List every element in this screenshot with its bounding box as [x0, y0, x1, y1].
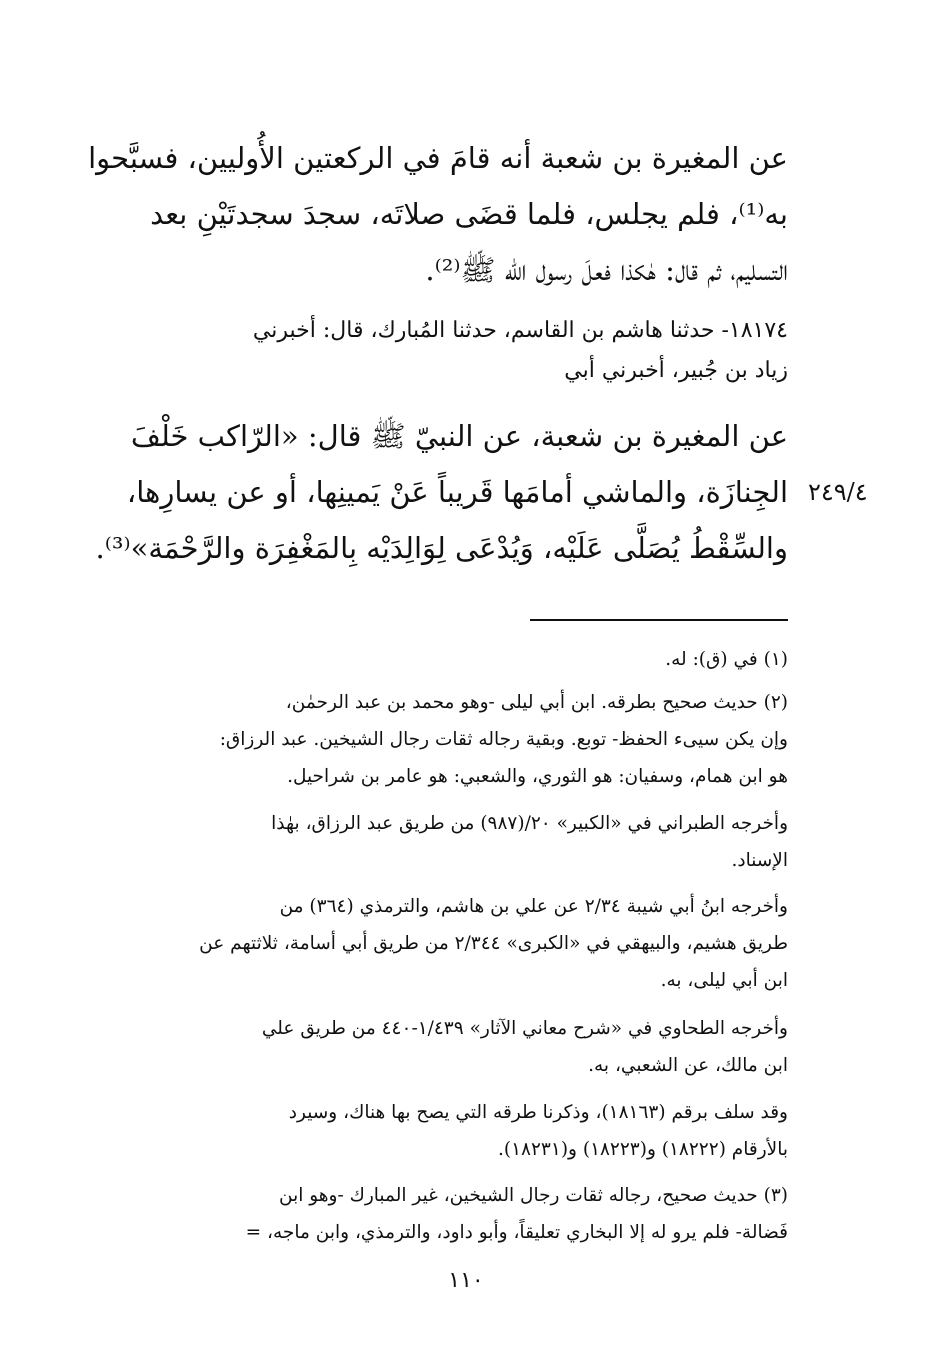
footnote-line: وإن يكن سيىء الحفظ- توبع. وبقية رجاله ثقات رجال الشيخين. عبد الرزاق: [219, 729, 788, 750]
footnote-line: (٢) حديث صحيح بطرقه. ابن أبي ليلى -وهو محمد بن عبد الرحمٰن، [285, 692, 788, 713]
footnote-line: (٣) حديث صحيح، رجاله ثقات رجال الشيخين، غير المبارك -وهو ابن [278, 1185, 788, 1206]
text-line: به⁽¹⁾، فلم يجلس، فلما قضَى صلاتَه، سجدَ سجدتَيْنِ بعد [150, 197, 788, 231]
footnote-paragraph [88, 1094, 788, 1168]
footnote-line: وأخرجه ابنُ أبي شيبة ٢/٣٤ عن علي بن هاشم، والترمذي (٣٦٤) من [279, 896, 788, 917]
text-line: زياد بن جُبير، أخبرني أبي [564, 358, 788, 383]
text-line: عن المغيرة بن شعبة أنه قامَ في الركعتين الأُوليين، فسبَّحوا [88, 141, 788, 175]
footnote-line: وأخرجه الطبراني في «الكبير» ٢٠/(٩٨٧) من طريق عبد الرزاق، بهٰذا [271, 813, 788, 834]
footnote-line: ابن مالك، عن الشعبي، به. [588, 1055, 788, 1076]
footnote-line: بالأرقام (١٨٢٢٢) و(١٨٢٢٣) و(١٨٢٣١). [498, 1139, 788, 1160]
text-line: عن المغيرة بن شعبة، عن النبيّ ﷺ قال: «الرّاكب خَلْفَ [130, 419, 788, 453]
footnote-line: هو ابن همام، وسفيان: هو الثوري، والشعبي: هو عامر بن شراحيل. [287, 766, 788, 787]
hadith-text-block [88, 408, 788, 576]
footnote-line: ابن أبي ليلى، به. [660, 970, 788, 991]
footnote-line: طريق هشيم، والبيهقي في «الكبرى» ٢/٣٤٤ من طريق أبي أسامة، ثلاثتهم عن [199, 933, 788, 954]
text-line: والسِّقْطُ يُصَلَّى عَلَيْه، وَيُدْعَى لِوَالِدَيْه بِالمَغْفِرَة والرَّحْمَة»⁽³⁾. [95, 531, 788, 565]
text-line: الجِنازَة، والماشي أمامَها قَريباً عَنْ يَمينِها، أو عن يسارِها، [126, 475, 788, 509]
page-number: ١١٠ [448, 1268, 484, 1293]
margin-reference: ٢٤٩/٤ [808, 478, 868, 506]
footnote [88, 684, 788, 795]
footnote-paragraph [88, 1010, 788, 1084]
text-line: التسليم، ثم قال: هٰكذا فعلَ رسول الله ﷺ⁽²⁾. [425, 253, 788, 287]
footnote-line: الإسناد. [731, 850, 788, 871]
footnote [88, 641, 788, 678]
text-line: ١٨١٧٤- حدثنا هاشم بن القاسم، حدثنا المُبارك، قال: أخبرني [252, 318, 788, 343]
footnote-separator [530, 619, 788, 621]
footnote-line: فَضالة- فلم يرو له إلا البخاري تعليقاً، وأبو داود، والترمذي، وابن ماجه، = [245, 1222, 788, 1243]
footnote [88, 1177, 788, 1251]
hadith-text-block [88, 130, 788, 298]
footnote-line: (١) في (ق): له. [665, 649, 788, 670]
isnad-block [88, 311, 788, 391]
footnote-paragraph [88, 805, 788, 879]
footnote-line: وقد سلف برقم (١٨١٦٣)، وذكرنا طرقه التي يصح بها هناك، وسيرد [288, 1102, 788, 1123]
footnote-paragraph [88, 888, 788, 999]
footnote-line: وأخرجه الطحاوي في «شرح معاني الآثار» ١/٤٣٩-٤٤٠ من طريق علي [261, 1018, 788, 1039]
